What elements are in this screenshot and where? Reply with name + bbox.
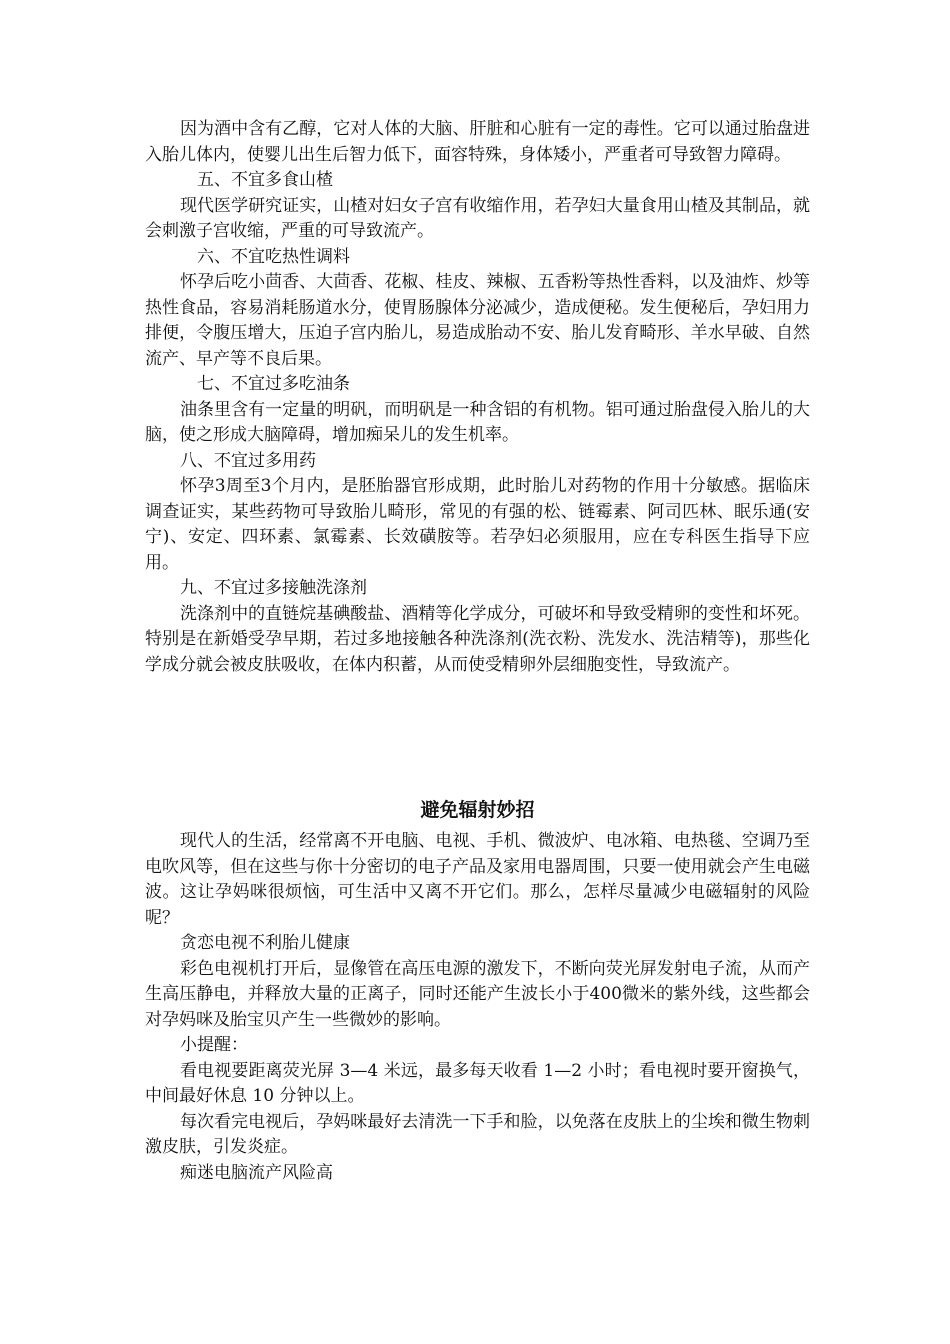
heading-detergent: 九、不宜过多接触洗涤剂 — [180, 578, 367, 598]
section-pregnancy-diet — [145, 117, 810, 678]
heading-medicine: 八、不宜过多用药 — [180, 450, 316, 471]
paragraph-wash-face: 每次看完电视后，孕妈咪最好去清洗一下手和脸，以免落在皮肤上的尘埃和微生物刺激皮肤，引发炎症。 — [145, 1111, 810, 1157]
article-title: 避免辐射妙招 — [420, 799, 535, 821]
paragraph-hot-spices: 怀孕后吃小茴香、大茴香、花椒、桂皮、辣椒、五香粉等热性香料，以及油炸、炒等热性食品，容易消耗肠道水分，使胃肠腺体分泌减少，造成便秘。发生便秘后，孕妇用力排便，令腹压增大，压迫子宫内胎儿，易造成胎动不安、胎儿发育畸形、羊水早破、自然流产、早产等不良后果。 — [145, 272, 810, 369]
subheading-tip: 小提醒： — [180, 1035, 248, 1055]
heading-hawthorn: 五、不宜多食山楂 — [197, 170, 333, 190]
heading-fried-dough: 七、不宜过多吃油条 — [197, 374, 350, 394]
subheading-computer: 痴迷电脑流产风险高 — [180, 1162, 333, 1183]
paragraph-fried-dough: 油条里含有一定量的明矾，而明矾是一种含铝的有机物。铝可通过胎盘侵入胎儿的大脑，使之形成大脑障碍，增加痴呆儿的发生机率。 — [145, 399, 810, 445]
paragraph-detergent: 洗涤剂中的直链烷基碘酸盐、酒精等化学成分，可破坏和导致受精卵的变性和坏死。特别是在新婚受孕早期，若过多地接触各种洗涤剂(洗衣粉、洗发水、洗洁精等)，那些化学成分就会被皮肤吸收，在体内积蓄，从而使受精卵外层细胞变性，导致流产。 — [145, 603, 810, 675]
section-radiation — [145, 829, 810, 1186]
paragraph-alcohol: 因为酒中含有乙醇，它对人体的大脑、肝脏和心脏有一定的毒性。它可以通过胎盘进入胎儿体内，使婴儿出生后智力低下，面容特殊，身体矮小，严重者可导致智力障碍。 — [145, 119, 810, 165]
paragraph-intro: 现代人的生活，经常离不开电脑、电视、手机、微波炉、电冰箱、电热毯、空调乃至电吹风等，但在这些与你十分密切的电子产品及家用电器周围，只要一使用就会产生电磁波。这让孕妈咪很烦恼，可生活中又离不开它们。那么，怎样尽量减少电磁辐射的风险呢？ — [145, 831, 810, 928]
heading-hot-spices: 六、不宜吃热性调料 — [197, 246, 350, 267]
subheading-tv: 贪恋电视不利胎儿健康 — [180, 933, 350, 953]
paragraph-tv: 彩色电视机打开后，显像管在高压电源的激发下，不断向荧光屏发射电子流，从而产生高压静电，并释放大量的正离子，同时还能产生波长小于400微米的紫外线，这些都会对孕妈咪及胎宝贝产生一些微妙的影响。 — [145, 958, 810, 1030]
paragraph-hawthorn: 现代医学研究证实，山楂对妇女子宫有收缩作用，若孕妇大量食用山楂及其制品，就会刺激子宫收缩，严重的可导致流产。 — [145, 195, 810, 241]
paragraph-tv-distance: 看电视要距离荧光屏 3—4 米远，最多每天收看 1—2 小时；看电视时要开窗换气，中间最好休息 10 分钟以上。 — [145, 1060, 810, 1106]
paragraph-medicine: 怀孕3周至3个月内，是胚胎器官形成期，此时胎儿对药物的作用十分敏感。据临床调查证实，某些药物可导致胎儿畸形，常见的有强的松、链霉素、阿司匹林、眠乐通(安宁)、安定、四环素、氯霉素、长效磺胺等。若孕妇必须服用，应在专科医生指导下应用。 — [145, 476, 810, 573]
